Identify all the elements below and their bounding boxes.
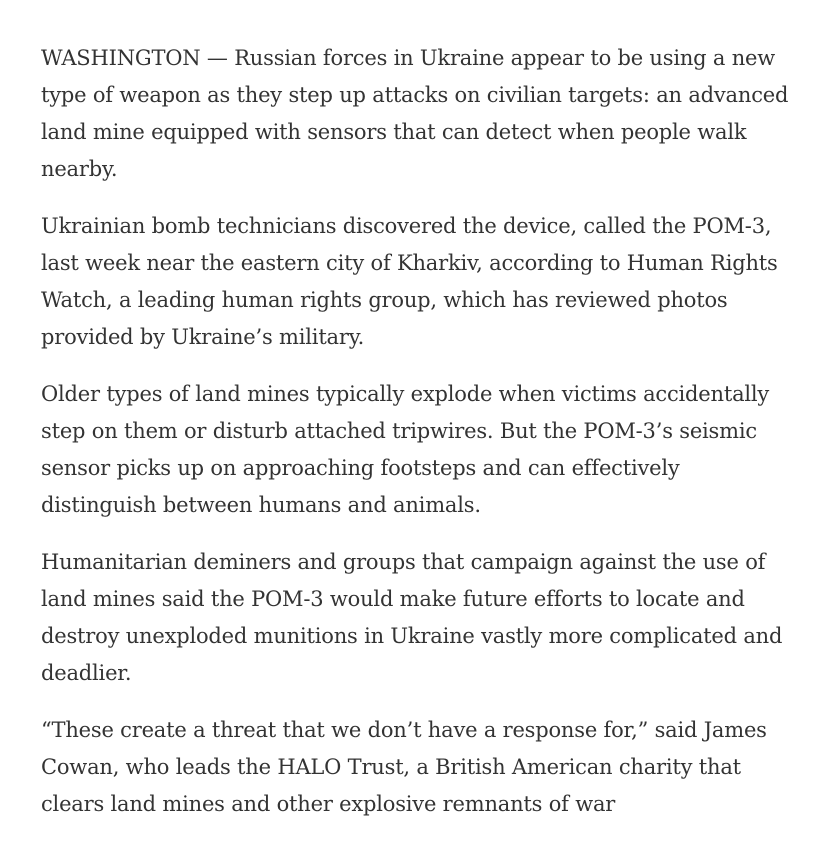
article-paragraph: WASHINGTON — Russian forces in Ukraine appear to be using a new type of weapon as they step up attacks on civilian targets: an advanced land mine equipped with sensors that can detect when people walk nearby. [41, 46, 789, 181]
article-paragraph: Older types of land mines typically explode when victims accidentally step on them or disturb attached tripwires. But the POM-3’s seismic sensor picks up on approaching footsteps and can effectively distinguish between humans and animals. [41, 382, 770, 517]
article-paragraph: Ukrainian bomb technicians discovered the device, called the POM-3, last week near the eastern city of Kharkiv, according to Human Rights Watch, a leading human rights group, which has reviewed photos provided by Ukraine’s military. [41, 214, 778, 349]
article-paragraph: “These create a threat that we don’t have a response for,” said James Cowan, who leads the HALO Trust, a British American charity that clears land mines and other explosive remnants of war [41, 718, 767, 816]
article-paragraph: Humanitarian deminers and groups that campaign against the use of land mines said the POM-3 would make future efforts to locate and destroy unexploded munitions in Ukraine vastly more complicated and deadlier. [41, 550, 783, 685]
article-body [41, 40, 801, 843]
